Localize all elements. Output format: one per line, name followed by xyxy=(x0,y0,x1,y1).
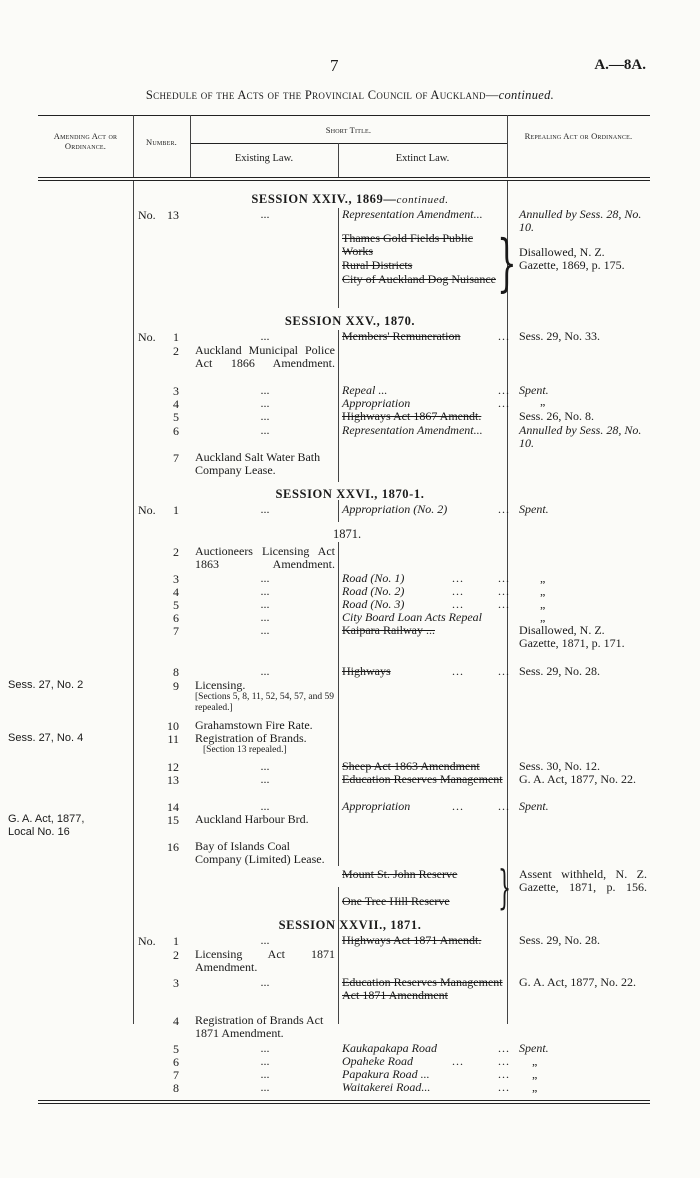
existing-law-dots: ... xyxy=(260,772,270,786)
existing-law: Auctioneers Licensing Act 1863 Amendment. xyxy=(195,544,335,571)
row-number: 15 xyxy=(167,813,179,827)
row-number: 4 xyxy=(173,1014,179,1028)
repealing-act: Sess. 29, No. 28. xyxy=(519,664,601,678)
header-extinct-law: Extinct Law. xyxy=(395,153,450,164)
existing-law-dots: ... xyxy=(260,597,270,611)
session-xxvi-heading: SESSION XXVI., 1870-1. xyxy=(275,487,425,501)
table-bottom-rule xyxy=(38,1100,650,1101)
existing-law-dots: ... xyxy=(260,623,270,637)
existing-law-dots: ... xyxy=(260,502,270,516)
right-brace: } xyxy=(497,226,517,299)
repealing-act: Spent. xyxy=(519,502,549,516)
ditto-mark: „ xyxy=(540,610,546,624)
row-number: 13 xyxy=(167,773,179,787)
extinct-law: Mount St. John Reserve xyxy=(342,867,458,881)
extinct-law: Sheep Act 1863 Amendment xyxy=(342,759,480,773)
row-number: 3 xyxy=(173,384,179,398)
row-number: 14 xyxy=(167,800,179,814)
header-repealing: Repealing Act or Ordinance. xyxy=(524,131,633,141)
existing-law-dots: ... xyxy=(260,409,270,423)
extinct-law: Opaheke Road ... ... xyxy=(342,1054,510,1068)
existing-law-note: [Sections 5, 8, 11, 52, 54, 57, and 59 repealed.] xyxy=(195,692,334,713)
existing-law-dots: ... xyxy=(260,329,270,343)
schedule-title xyxy=(0,88,700,103)
extinct-law: Waitakerei Road... ... xyxy=(342,1080,510,1094)
ditto-mark: „ xyxy=(532,1067,538,1081)
no-label: No. xyxy=(138,503,156,517)
extinct-law: Highways ... ... xyxy=(342,664,510,678)
repealing-act: Spent. xyxy=(519,383,549,397)
row-number: 2 xyxy=(173,344,179,358)
header-short-title: Short Title. xyxy=(325,125,372,135)
existing-law-dots: ... xyxy=(260,423,270,437)
extinct-law: Repeal ... ... xyxy=(342,383,510,397)
row-number: 3 xyxy=(173,976,179,990)
row-number: 6 xyxy=(173,611,179,625)
row-number: 5 xyxy=(173,1042,179,1056)
extinct-law: Education Reserves Management xyxy=(342,772,503,786)
header-top-rule xyxy=(38,115,650,116)
existing-law: Auckland Municipal Police Act 1866 Amendment. xyxy=(195,343,335,370)
ex-divider-e xyxy=(338,887,339,1024)
existing-law-dots: ... xyxy=(260,396,270,410)
existing-law-dots: ... xyxy=(260,933,270,947)
no-label: No. xyxy=(138,934,156,948)
ex-divider-b xyxy=(338,330,339,482)
existing-law: Registration of Brands Act 1871 Amendment. xyxy=(195,1013,324,1040)
ex-divider-c xyxy=(338,500,339,522)
existing-law-dots: ... xyxy=(260,571,270,585)
amending-act: Sess. 27, No. 4 xyxy=(8,732,84,744)
row-number: 6 xyxy=(173,424,179,438)
row-number: 4 xyxy=(173,397,179,411)
amending-act: Sess. 27, No. 2 xyxy=(8,679,84,691)
body-divider-1 xyxy=(133,181,134,1024)
repealing-act: Assent withheld, N. Z. Gazette, 1871, p. 156. xyxy=(519,867,647,894)
extinct-law: Representation Amendment... xyxy=(342,207,483,221)
existing-law-dots: ... xyxy=(260,1080,270,1094)
existing-law-dots: ... xyxy=(260,1054,270,1068)
existing-law: Licensing Act 1871 Amendment. xyxy=(195,947,335,974)
extinct-law: Highways Act 1871 Amendt. xyxy=(342,933,482,947)
row-number: 3 xyxy=(173,572,179,586)
existing-law: Auckland Harbour Brd. xyxy=(195,812,309,826)
extinct-law: Thames Gold Fields Public Works xyxy=(342,231,473,258)
extinct-law: Rural Districts xyxy=(342,258,413,272)
page-number: 7 xyxy=(330,56,339,75)
row-number: 16 xyxy=(167,840,179,854)
existing-law: Bay of Islands Coal Company (Limited) Lease. xyxy=(195,839,325,866)
extinct-law: City Board Loan Acts Repeal xyxy=(342,610,482,624)
extinct-law: Highways Act 1867 Amendt. xyxy=(342,409,482,423)
session-xxiv-heading xyxy=(0,192,700,207)
row-number: 10 xyxy=(167,719,179,733)
repealing-act: Spent. xyxy=(519,799,549,813)
extinct-law: Road (No. 1) ... ... xyxy=(342,571,510,585)
row-number: 5 xyxy=(173,410,179,424)
row-number: 5 xyxy=(173,598,179,612)
repealing-act: G. A. Act, 1877, No. 22. xyxy=(519,772,636,786)
right-brace: } xyxy=(498,860,512,914)
year-subheading: 1871. xyxy=(333,527,362,541)
row-number: 8 xyxy=(173,1081,179,1095)
row-number: 1 xyxy=(173,934,179,948)
row-number: 7 xyxy=(173,624,179,638)
header-amending: Amending Act or Ordinance. xyxy=(53,131,118,151)
extinct-law: Appropriation (No. 2) ... xyxy=(342,502,510,516)
schedule-title-main: Schedule of the Acts of the Provincial Council of Auckland— xyxy=(145,88,499,102)
row-number: 6 xyxy=(173,1055,179,1069)
session-xxv-heading: SESSION XXV., 1870. xyxy=(284,314,416,328)
repealing-act: Disallowed, N. Z. Gazette, 1871, p. 171. xyxy=(519,623,625,650)
row-number: 2 xyxy=(173,545,179,559)
ditto-mark: „ xyxy=(532,1054,538,1068)
extinct-law: Kaukapakapa Road ... xyxy=(342,1041,510,1055)
ditto-mark: „ xyxy=(540,584,546,598)
row-number: 4 xyxy=(173,585,179,599)
existing-law-dots: ... xyxy=(260,610,270,624)
row-number: 7 xyxy=(173,1068,179,1082)
existing-law-dots: ... xyxy=(260,1041,270,1055)
repealing-act: Spent. xyxy=(519,1041,549,1055)
existing-law: Grahamstown Fire Rate. xyxy=(195,718,313,732)
row-number: 8 xyxy=(173,665,179,679)
row-number: 9 xyxy=(173,679,179,693)
session-xxiv-title: SESSION XXIV., 1869— xyxy=(251,192,397,206)
existing-law-dots: ... xyxy=(260,584,270,598)
repealing-act: Sess. 29, No. 28. xyxy=(519,933,601,947)
no-label: No. xyxy=(138,330,156,344)
extinct-law: Kaipara Railway ... xyxy=(342,623,435,637)
existing-law-dots: ... xyxy=(260,664,270,678)
extinct-law: Members' Remuneration ... xyxy=(342,329,510,343)
existing-law-dots: ... xyxy=(260,1067,270,1081)
existing-law: Auckland Salt Water Bath Company Lease. xyxy=(195,450,321,477)
ditto-mark: „ xyxy=(532,1080,538,1094)
session-xxiv-continued: continued. xyxy=(396,194,449,206)
ditto-mark: „ xyxy=(540,597,546,611)
extinct-law: One Tree Hill Reserve xyxy=(342,894,450,908)
row-number: 12 xyxy=(167,760,179,774)
header-number: Number. xyxy=(145,137,177,147)
row-number: 2 xyxy=(173,948,179,962)
row-number: 1 xyxy=(173,503,179,517)
existing-law-dots: ... xyxy=(260,799,270,813)
repealing-act: Disallowed, N. Z. Gazette, 1869, p. 175. xyxy=(519,245,625,272)
header-bottom-rule xyxy=(38,177,650,178)
extinct-law: Road (No. 3) ... ... xyxy=(342,597,510,611)
existing-law-dots: ... xyxy=(260,759,270,773)
existing-law: Licensing. xyxy=(195,678,246,692)
extinct-law: Appropriation ... xyxy=(342,396,510,410)
short-title-rule xyxy=(190,143,507,144)
extinct-law: Representation Amendment... xyxy=(342,423,483,437)
existing-law-dots: ... xyxy=(260,975,270,989)
extinct-law: Appropriation ... ... xyxy=(342,799,510,813)
schedule-title-continued: continued. xyxy=(498,88,555,102)
col-divider-4 xyxy=(507,115,508,177)
ex-divider-a xyxy=(338,208,339,308)
no-label: No. xyxy=(138,208,156,222)
row-number: 1 xyxy=(173,330,179,344)
row-number: 7 xyxy=(173,451,179,465)
existing-law-dots: ... xyxy=(260,383,270,397)
repealing-act: G. A. Act, 1877, No. 22. xyxy=(519,975,636,989)
repealing-act: Annulled by Sess. 28, No. 10. xyxy=(519,207,642,234)
row-number: 11 xyxy=(167,732,179,746)
header-bottom-rule-2 xyxy=(38,180,650,181)
repealing-act: Sess. 29, No. 33. xyxy=(519,329,601,343)
existing-law-note: [Section 13 repealed.] xyxy=(203,745,287,755)
extinct-law: Papakura Road ... ... xyxy=(342,1067,510,1081)
repealing-act: Sess. 30, No. 12. xyxy=(519,759,601,773)
page-reference: A.—8A. xyxy=(594,57,646,73)
existing-law: Registration of Brands. xyxy=(195,731,307,745)
ditto-mark: „ xyxy=(540,394,546,408)
header-existing-law: Existing Law. xyxy=(234,153,294,164)
session-xxvii-heading: SESSION XXVII., 1871. xyxy=(278,918,422,932)
amending-act: G. A. Act, 1877, Local No. 16 xyxy=(8,813,85,838)
repealing-act: Annulled by Sess. 28, No. 10. xyxy=(519,423,642,450)
extinct-law: City of Auckland Dog Nuisance xyxy=(342,272,496,286)
repealing-act: Sess. 26, No. 8. xyxy=(519,409,595,423)
ditto-mark: „ xyxy=(540,571,546,585)
extinct-law: Road (No. 2) ... ... xyxy=(342,584,510,598)
table-bottom-rule-2 xyxy=(38,1103,650,1104)
extinct-law: Education Reserves Management Act 1871 Amendment xyxy=(342,975,503,1002)
existing-law-dots: ... xyxy=(260,207,270,221)
row-number: 13 xyxy=(167,208,179,222)
